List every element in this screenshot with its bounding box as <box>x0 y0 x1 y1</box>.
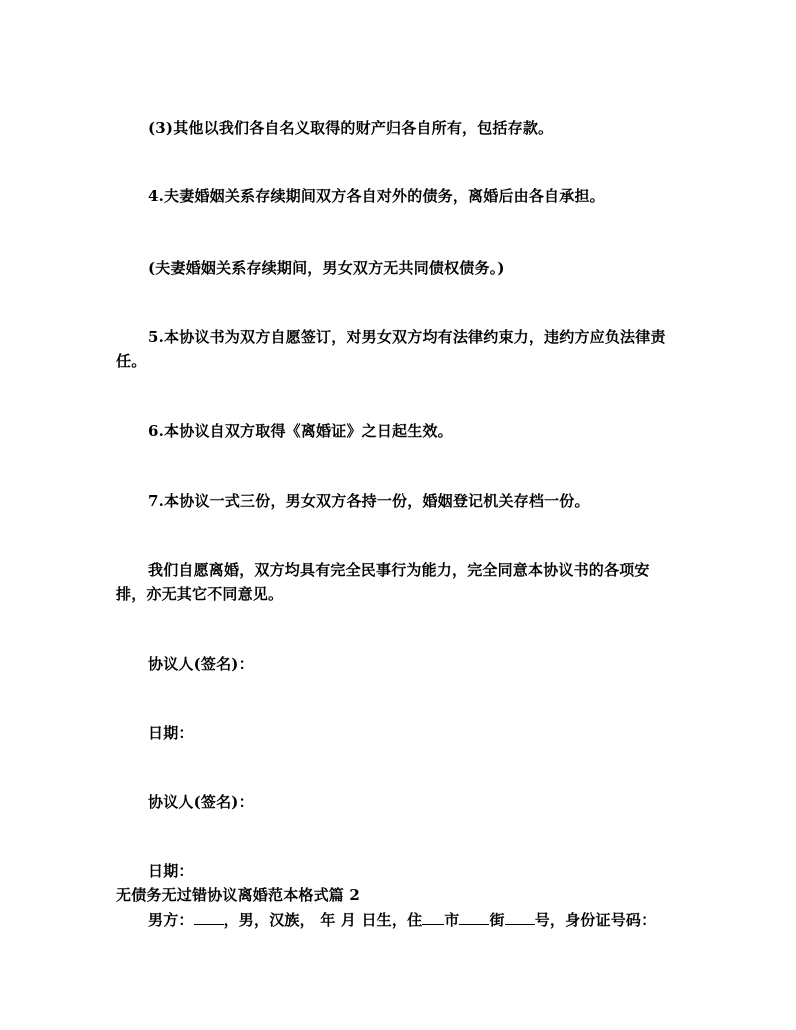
blank-number <box>505 908 535 925</box>
blank-street <box>459 908 489 925</box>
husband-details: ，男，汉族， 年 月 日生，住 <box>223 911 423 929</box>
paragraph-clause-4: 4.夫妻婚姻关系存续期间双方各自对外的债务，离婚后由各自承担。 <box>148 187 605 205</box>
city-label: 市 <box>444 911 460 929</box>
date-label-2: 日期： <box>148 862 194 880</box>
paragraph-clause-6: 6.本协议自双方取得《离婚证》之日起生效。 <box>148 422 453 440</box>
husband-label: 男方： <box>148 911 194 929</box>
signature-label-1: 协议人(签名)： <box>148 655 254 673</box>
paragraph-clause-7: 7.本协议一式三份，男女双方各持一份，婚姻登记机关存档一份。 <box>148 492 590 510</box>
section-title: 无债务无过错协议离婚范本格式篇 2 <box>116 886 361 904</box>
street-label: 街 <box>489 911 505 929</box>
signature-label-2: 协议人(签名)： <box>148 793 254 811</box>
date-label-1: 日期： <box>148 724 194 742</box>
paragraph-property-3: (3)其他以我们各自名义取得的财产归各自所有，包括存款。 <box>148 119 554 137</box>
paragraph-no-common-debt: (夫妻婚姻关系存续期间，男女双方无共同债权债务。) <box>148 259 505 277</box>
blank-city <box>422 908 444 925</box>
id-number-label: 号，身份证号码： <box>534 911 657 929</box>
paragraph-clause-5: 5.本协议书为双方自愿签订，对男女双方均有法律约束力，违约方应负法律责任。 <box>116 328 666 370</box>
husband-info-line <box>116 908 716 932</box>
blank-name <box>194 908 224 925</box>
paragraph-voluntary-divorce: 我们自愿离婚，双方均具有完全民事行为能力，完全同意本协议书的各项安排，亦无其它不同意见。 <box>116 561 650 603</box>
